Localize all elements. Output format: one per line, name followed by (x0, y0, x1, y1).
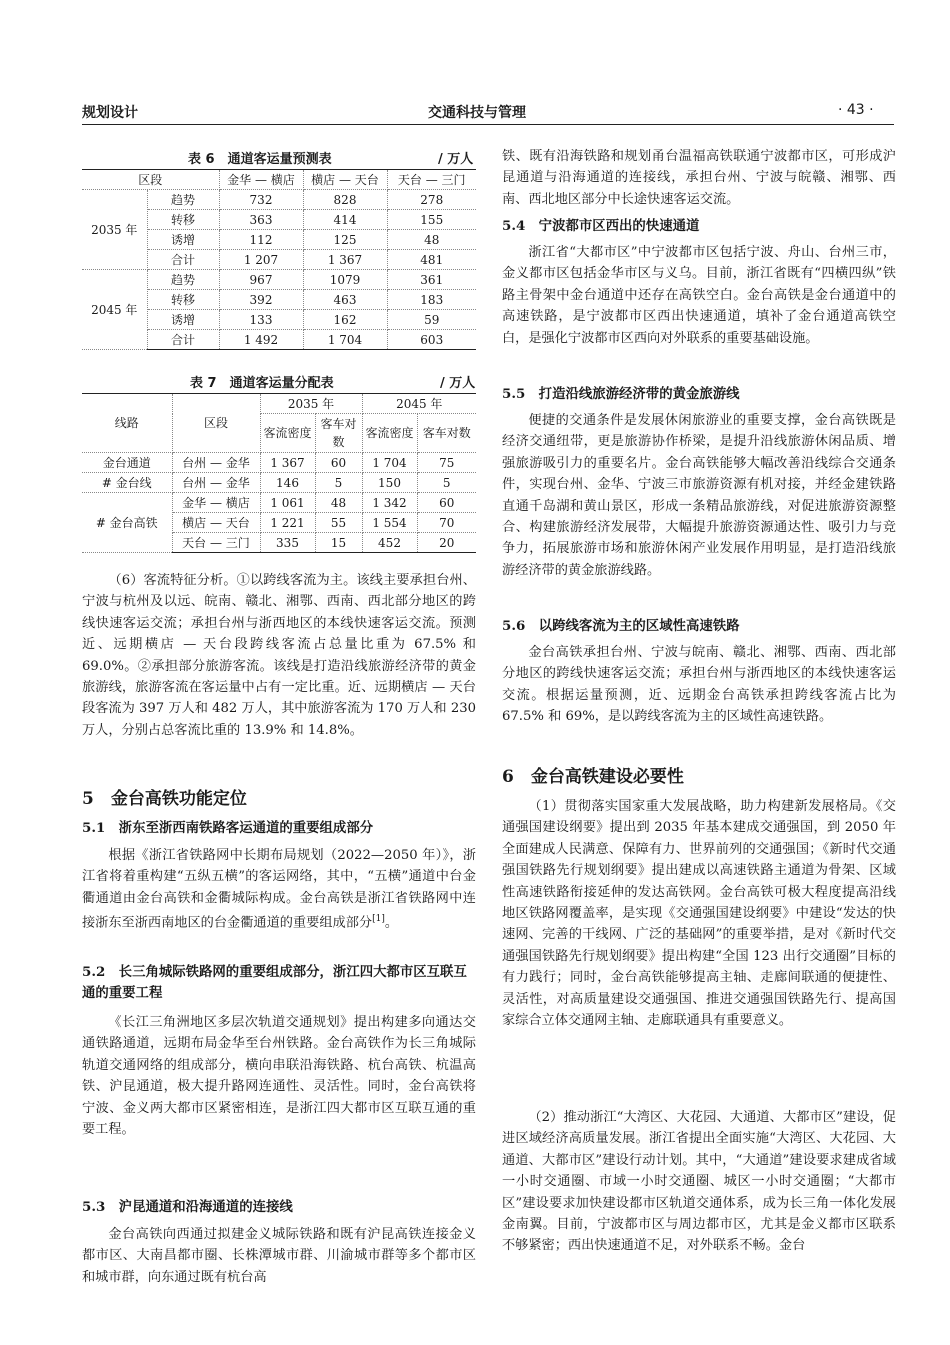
paragraph-5-2: 《长江三角洲地区多层次轨道交通规划》提出构建多向通达交通铁路通道，远期布局金华至台州铁路。金台高铁作为长三角城际轨道交通网络的组成部分，横向串联沿海铁路、杭台高铁、杭温高铁、沪昆通道，极大提升路网连通性、灵活性。同时，金台高铁将宁波、金义两大都市区紧密相连，是浙江四大都市区互联互通的重要工程。 (82, 1015, 476, 1138)
section-6-heading: 6 金台高铁建设必要性 (502, 767, 684, 787)
table7-segment-cell: 金华 — 横店 (172, 493, 260, 513)
table6-category-cell: 合计 (147, 250, 219, 270)
table6-value-cell: 1 492 (219, 330, 303, 350)
paragraph-end: 。 (384, 915, 399, 931)
table-row (82, 493, 476, 513)
table6-value-cell: 363 (219, 210, 303, 230)
table7-value-cell: 5 (417, 473, 476, 493)
paragraph-text: 根据《浙江省铁路网中长期布局规划（2022—2050 年）》，浙江省将着重构建“五纵五横”的客运网络，其中，“五横”通道中台金衢通道由金台高铁和金衢城际构成。金台高铁是浙江省铁路网中连接浙东至浙西南地区的台金衢通道的重要组成部分 (82, 848, 476, 931)
table6-value-cell: 463 (303, 290, 387, 310)
table6-category-cell: 诱增 (147, 230, 219, 250)
paragraph-6: （6）客流特征分析。①以跨线客流为主。该线主要承担台州、宁波与杭州及以远、皖南、赣北、湘鄂、西南、西北部分地区的跨线快速客运交流；承担台州与浙西地区的本线快速客运交流。预测近、远期横店 — 天台段跨线客流占总量比重为 67.5% 和 69.0%。②承担部分旅游客流。该线是打造沿线旅游经济带的黄金旅游线，旅游客流在客运量中占有一定比重。近、远期横店 — 天台段客流为 397 万人和 482 万人，其中旅游客流为 170 万人和 230 万人，分别占总客流比重的 13.9% 和 14.8%。 (82, 573, 476, 738)
table7-value-cell: 75 (417, 453, 476, 473)
table6-value-cell: 162 (303, 310, 387, 330)
table6-value-cell: 1079 (303, 270, 387, 290)
table6-value-cell: 112 (219, 230, 303, 250)
paragraph-5-4: 浙江省“大都市区”中宁波都市区包括宁波、舟山、台州三市，金义都市区包括金华市区与义乌。目前，浙江省既有“四横四纵”铁路主骨架中金台通道中还存在高铁空白。金台高铁是金台通道中的高速铁路，是宁波都市区西出快速通道，填补了金台通道高铁空白，是强化宁波都市区西向对外联系的重要基础设施。 (502, 245, 896, 346)
table6-header-col: 横店 — 天台 (303, 170, 387, 190)
table6-category-cell: 转移 (147, 290, 219, 310)
table7-value-cell: 150 (362, 473, 417, 493)
table7-value-cell: 55 (315, 513, 362, 533)
table6-value-cell: 481 (387, 250, 476, 270)
table6-value-cell: 414 (303, 210, 387, 230)
table6-value-cell: 183 (387, 290, 476, 310)
table7-value-cell: 146 (260, 473, 315, 493)
table7-header-2035: 2035 年 (260, 394, 362, 414)
table6-title: 表 6 通道客运量预测表 (188, 152, 332, 167)
table7-value-cell: 20 (417, 533, 476, 553)
table7-value-cell: 1 061 (260, 493, 315, 513)
table6-year-cell: 2035 年 (82, 190, 147, 270)
table7-value-cell: 60 (417, 493, 476, 513)
paragraph-5-1 (82, 845, 476, 934)
page-number: · 43 · (838, 102, 874, 118)
table7-header-pairs: 客车对数 (315, 414, 362, 453)
table7-value-cell: 452 (362, 533, 417, 553)
paragraph-5-3-cont: 铁、既有沿海铁路和规划甬台温福高铁联通宁波都市区，可形成沪昆通道与沿海通道的连接线，承担台州、宁波与皖赣、湘鄂、西南、西北地区部分中长途快速客运交流。 (502, 149, 896, 207)
table6-header-segment: 区段 (82, 170, 219, 190)
table7-value-cell: 1 554 (362, 513, 417, 533)
table7-value-cell: 70 (417, 513, 476, 533)
journal-title: 交通科技与管理 (428, 105, 526, 121)
table6-header-col: 天台 — 三门 (387, 170, 476, 190)
table7-value-cell: 48 (315, 493, 362, 513)
table6-value-cell: 967 (219, 270, 303, 290)
table6-category-cell: 转移 (147, 210, 219, 230)
table7-line-cell: # 金台线 (82, 473, 172, 493)
section-5-5-heading: 5.5 打造沿线旅游经济带的黄金旅游线 (502, 386, 740, 402)
section-5-2-heading: 5.2 长三角城际铁路网的重要组成部分，浙江四大都市区互联互通的重要工程 (82, 964, 467, 1001)
table7-value-cell: 5 (315, 473, 362, 493)
table6-value-cell: 155 (387, 210, 476, 230)
table7-header-line: 线路 (82, 394, 172, 453)
table-row (82, 473, 476, 493)
paragraph-6-1: （1）贯彻落实国家重大发展战略，助力构建新发展格局。《交通强国建设纲要》提出到 2035 年基本建成交通强国，到 2050 年全面建成人民满意、保障有力、世界前列的交通强国；《新时代交通强国铁路先行规划纲要》提出建成以高速铁路主通道为骨架、区域性高速铁路衔接延伸的发达高铁网。金台高铁可极大程度提高沿线地区铁路网覆盖率，是实现《交通强国建设纲要》中建设“发达的快速网、完善的干线网、广泛的基础网”的重要举措，是对《新时代交通强国铁路先行规划纲要》提出构建“全国 123 出行交通圈”目标的有力践行；同时，金台高铁能够提高主轴、走廊间联通的便捷性、灵活性，对高质量建设交通强国、推进交通强国铁路先行、提高国家综合立体交通网主轴、走廊联通具有重要意义。 (502, 799, 896, 1029)
table7-value-cell: 1 342 (362, 493, 417, 513)
table6-category-cell: 趋势 (147, 190, 219, 210)
table6-value-cell: 1 367 (303, 250, 387, 270)
table7-header-density: 客流密度 (260, 414, 315, 453)
table6-year-cell: 2045 年 (82, 270, 147, 350)
table7-segment-cell: 台州 — 金华 (172, 473, 260, 493)
table7-unit: / 万人 (440, 376, 476, 391)
table7-header-pairs: 客车对数 (417, 414, 476, 453)
table7-line-cell: 金台通道 (82, 453, 172, 473)
table6-header-col: 金华 — 横店 (219, 170, 303, 190)
table7-segment-cell: 横店 — 天台 (172, 513, 260, 533)
table6-category-cell: 合计 (147, 330, 219, 350)
section-5-heading: 5 金台高铁功能定位 (82, 789, 247, 809)
table6-unit: / 万人 (438, 152, 474, 167)
table7 (82, 393, 476, 553)
table7-header-2045: 2045 年 (362, 394, 476, 414)
table7-value-cell: 335 (260, 533, 315, 553)
table6-value-cell: 133 (219, 310, 303, 330)
table6-value-cell: 361 (387, 270, 476, 290)
table7-title: 表 7 通道客运量分配表 (190, 376, 334, 391)
section-5-3-heading: 5.3 沪昆通道和沿海通道的连接线 (82, 1199, 293, 1215)
table6-value-cell: 278 (387, 190, 476, 210)
paragraph-5-5: 便捷的交通条件是发展休闲旅游业的重要支撑，金台高铁既是经济交通纽带，更是旅游协作桥梁，是提升沿线旅游休闲品质、增强旅游吸引力的重要名片。金台高铁能够大幅改善沿线综合交通条件，实现台州、金华、宁波三市旅游资源有机对接，并经金建铁路直通千岛湖和黄山景区，形成一条精品旅游线，对促进旅游资源整合、构建旅游经济发展带，大幅提升旅游资源通达性、吸引力与竞争力，拓展旅游市场和旅游休闲产业发展作用明显，是打造沿线旅游经济带的黄金旅游线路。 (502, 413, 896, 578)
running-head-left: 规划设计 (82, 105, 138, 121)
table6-value-cell: 603 (387, 330, 476, 350)
table7-line-cell: # 金台高铁 (82, 493, 172, 553)
table6-category-cell: 诱增 (147, 310, 219, 330)
table6 (82, 169, 476, 350)
table6-category-cell: 趋势 (147, 270, 219, 290)
table-row (82, 270, 476, 290)
paragraph-6-2: （2）推动浙江“大湾区、大花园、大通道、大都市区”建设，促进区域经济高质量发展。浙江省提出全面实施“大湾区、大花园、大通道、大都市区”建设行动计划。其中，“大通道”建设要求建成省域一小时交通圈、市域一小时交通圈、城区一小时交通圈；“大都市区”建设要求加快建设都市区轨道交通体系，成为长三角一体化发展金南翼。目前，宁波都市区与周边都市区，尤其是金义都市区联系不够紧密；西出快速通道不足，对外联系不畅。金台 (502, 1110, 896, 1254)
table-row (82, 394, 476, 414)
table7-value-cell: 1 367 (260, 453, 315, 473)
table7-value-cell: 15 (315, 533, 362, 553)
table7-value-cell: 1 704 (362, 453, 417, 473)
section-5-4-heading: 5.4 宁波都市区西出的快速通道 (502, 218, 700, 234)
table6-value-cell: 732 (219, 190, 303, 210)
table-row (82, 453, 476, 473)
table-row (82, 170, 476, 190)
table-row (82, 190, 476, 210)
section-5-6-heading: 5.6 以跨线客流为主的区域性高速铁路 (502, 618, 740, 634)
table6-value-cell: 1 207 (219, 250, 303, 270)
table7-value-cell: 1 221 (260, 513, 315, 533)
header-rule (82, 124, 894, 125)
table6-value-cell: 1 704 (303, 330, 387, 350)
table7-header-segment: 区段 (172, 394, 260, 453)
table6-value-cell: 392 (219, 290, 303, 310)
table6-value-cell: 828 (303, 190, 387, 210)
table7-value-cell: 60 (315, 453, 362, 473)
citation-ref: [1] (372, 914, 385, 925)
paragraph-5-6: 金台高铁承担台州、宁波与皖南、赣北、湘鄂、西南、西北部分地区的跨线快速客运交流；承担台州与浙西地区的本线快速客运交流。根据运量预测，近、远期金台高铁承担跨线客流占比为 67.5% 和 69%，是以跨线客流为主的区域性高速铁路。 (502, 645, 896, 725)
table6-value-cell: 48 (387, 230, 476, 250)
paragraph-5-3: 金台高铁向西通过拟建金义城际铁路和既有沪昆高铁连接金义都市区、大南昌都市圈、长株潭城市群、川渝城市群等多个都市区和城市群，向东通过既有杭台高 (82, 1227, 476, 1285)
table6-value-cell: 59 (387, 310, 476, 330)
table7-header-density: 客流密度 (362, 414, 417, 453)
table7-segment-cell: 台州 — 金华 (172, 453, 260, 473)
table6-value-cell: 125 (303, 230, 387, 250)
section-5-1-heading: 5.1 浙东至浙西南铁路客运通道的重要组成部分 (82, 820, 374, 836)
table7-segment-cell: 天台 — 三门 (172, 533, 260, 553)
